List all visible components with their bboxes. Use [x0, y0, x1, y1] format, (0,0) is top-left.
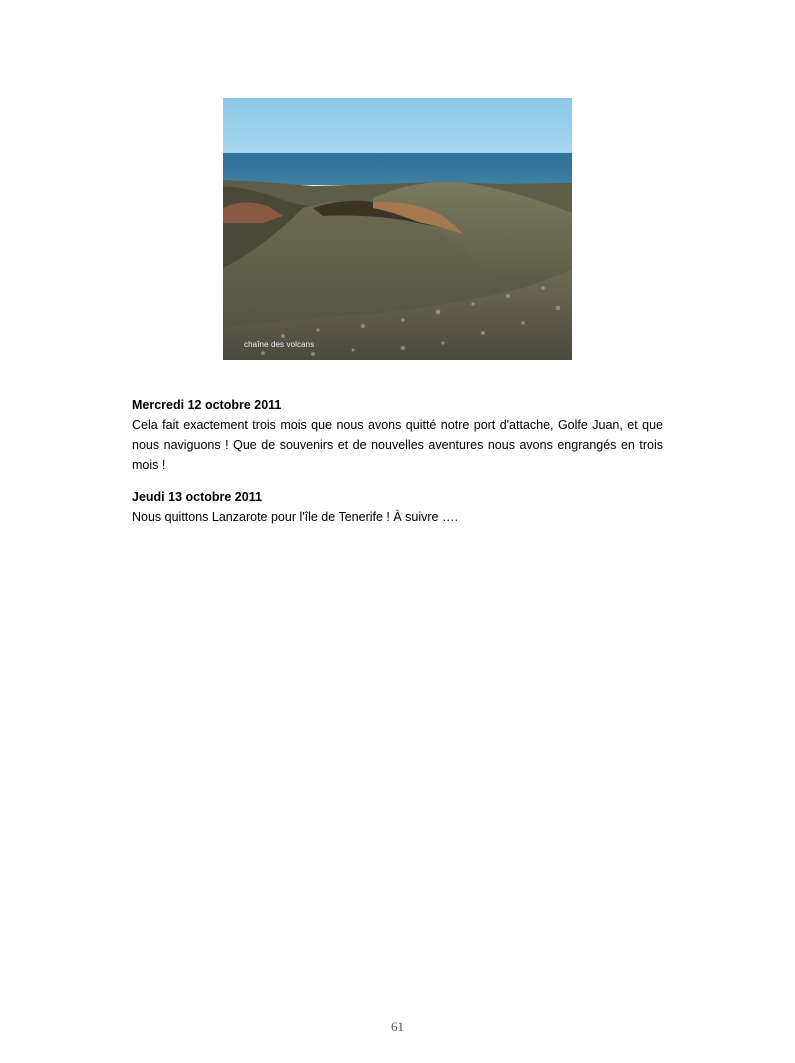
page-number: 61	[391, 1019, 404, 1034]
entry-text: Nous quittons Lanzarote pour l'île de Tenerife ! À suivre ….	[132, 510, 458, 524]
volcano-landscape-image	[223, 98, 572, 360]
entry-date: Jeudi 13 octobre 2011	[132, 490, 262, 504]
diary-entry-oct-13	[132, 487, 663, 527]
photo-caption: chaîne des volcans	[244, 340, 315, 349]
entry-text: Cela fait exactement trois mois que nous avons quitté notre port d'attache, Golfe Juan, et que nous naviguons ! Que de souvenirs et de nouvelles aventures nous avons engrangés en trois mois !	[132, 418, 663, 472]
volcano-photo	[223, 98, 572, 360]
entry-date: Mercredi 12 octobre 2011	[132, 398, 282, 412]
diary-entry-oct-12	[132, 395, 663, 475]
